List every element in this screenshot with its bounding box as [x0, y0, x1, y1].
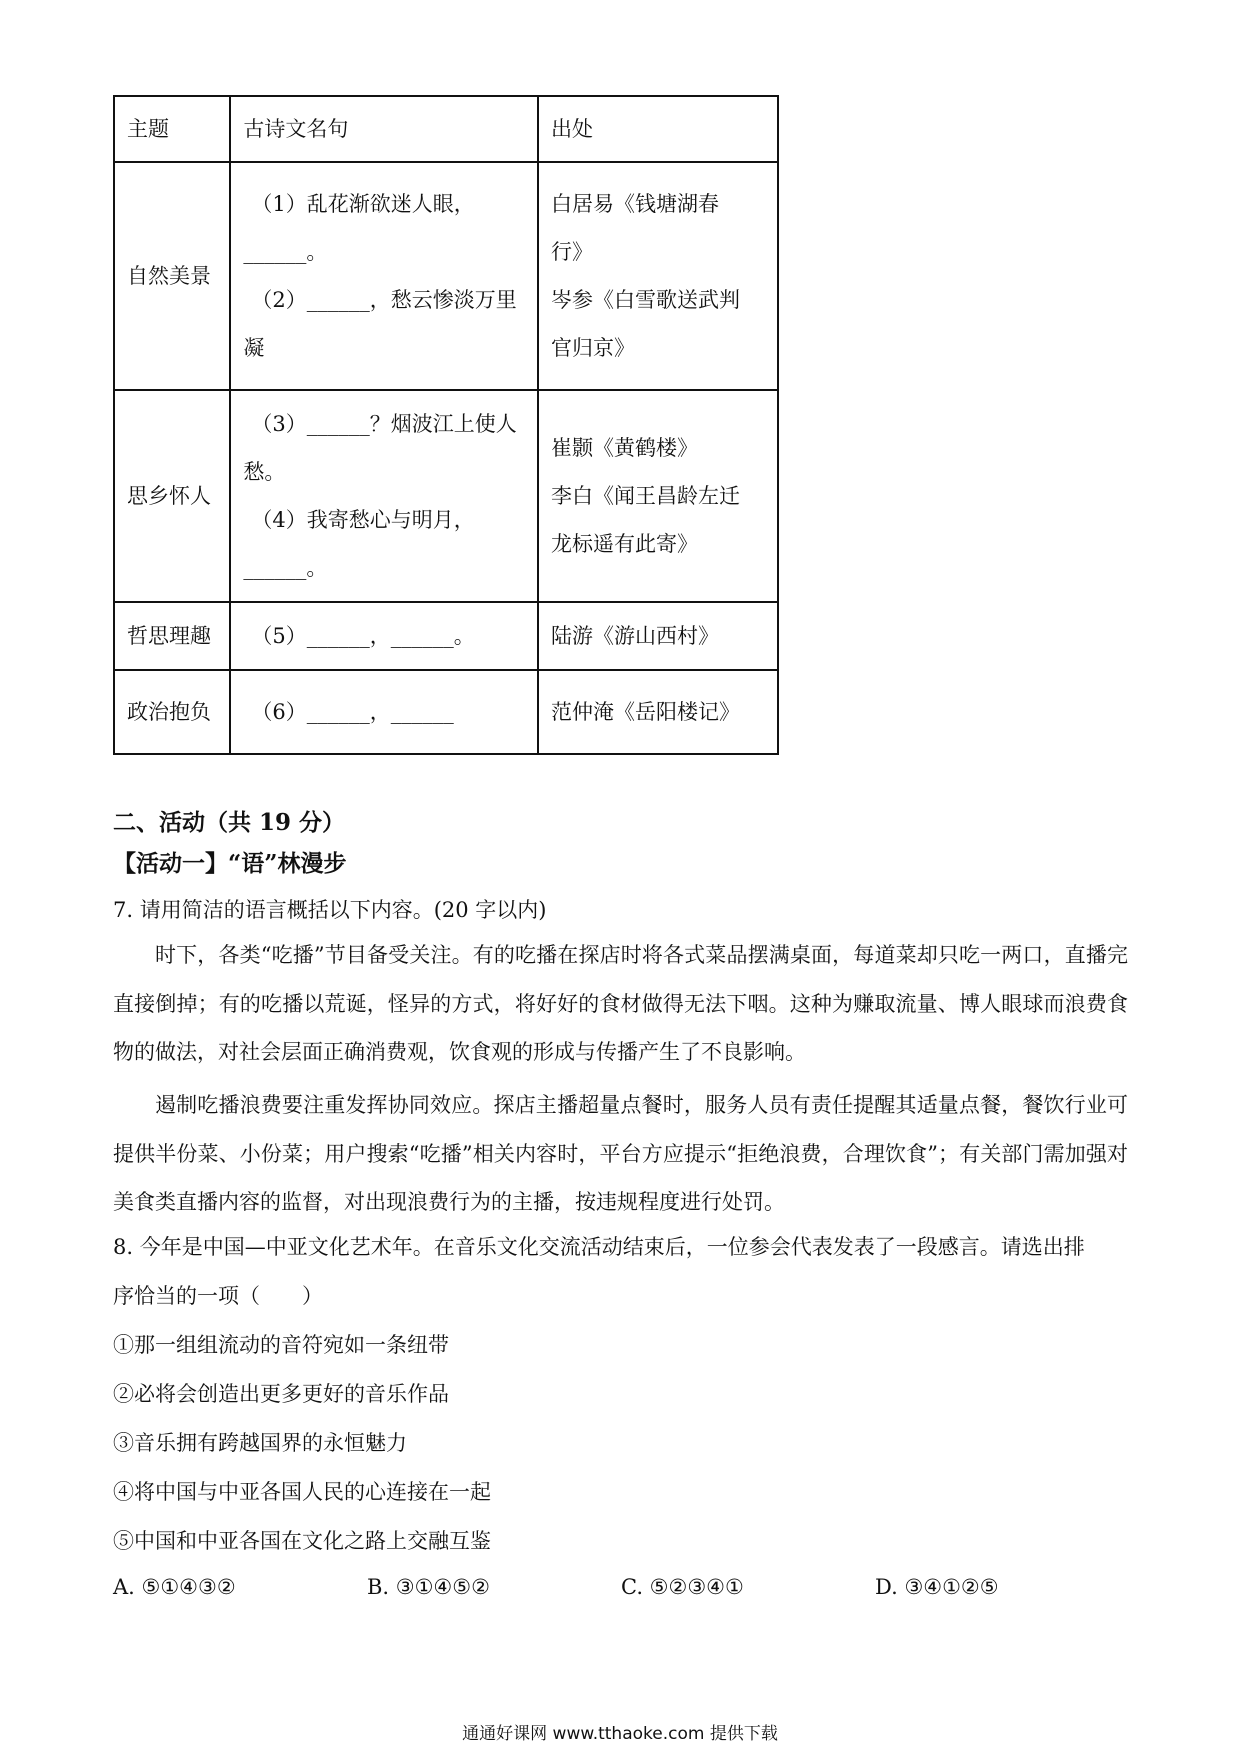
question-8-prompt-line1: 8. 今年是中国—中亚文化艺术年。在音乐文化交流活动结束后，一位参会代表发表了一段感言。请选出排 [113, 1235, 1085, 1259]
list-item: ②必将会创造出更多更好的音乐作品 [113, 1382, 449, 1406]
section-title: 二、活动（共 19 分） [113, 809, 346, 836]
line: （2）______，愁云惨淡万里 [251, 288, 517, 312]
source-line: 白居易《钱塘湖春 [550, 192, 719, 216]
header-lines: 古诗文名句 [230, 96, 538, 162]
line: 愁。 [243, 460, 286, 484]
row-theme: 哲思理趣 [114, 602, 230, 670]
option-d: D. ③④①②⑤ [875, 1575, 999, 1599]
source-line: 崔颢《黄鹤楼》 [550, 436, 698, 460]
source-line: 范仲淹《岳阳楼记》 [550, 699, 740, 724]
list-item: ①那一组组流动的音符宛如一条纽带 [113, 1333, 449, 1357]
row-lines [230, 602, 538, 670]
header-source: 出处 [538, 96, 778, 162]
row-theme: 自然美景 [114, 162, 230, 390]
table-row [114, 162, 778, 390]
line: （3）______？烟波江上使人 [251, 412, 517, 436]
source-line: 李白《闻王昌龄左迁 [550, 484, 740, 508]
row-theme: 思乡怀人 [114, 390, 230, 602]
list-item: ⑤中国和中亚各国在文化之路上交融互鉴 [113, 1529, 491, 1553]
source-line: 岑参《白雪歌送武判 [550, 288, 740, 312]
row-lines [230, 670, 538, 754]
question-7-paragraph-1: 时下，各类“吃播”节目备受关注。有的吃播在探店时将各式菜品摆满桌面，每道菜却只吃一两口，直播完直接倒掉；有的吃播以荒诞，怪异的方式，将好好的食材做得无法下咽。这种为赚取流量、博人眼球而浪费食物的做法，对社会层面正确消费观，饮食观的形成与传播产生了不良影响。 [113, 943, 1128, 1064]
table-row [114, 390, 778, 602]
question-7-prompt: 7. 请用简洁的语言概括以下内容。(20 字以内) [113, 898, 547, 922]
line: （4）我寄愁心与明月， [251, 508, 475, 532]
header-theme: 主题 [114, 96, 230, 162]
question-8-prompt-line2: 序恰当的一项（ ） [113, 1284, 323, 1308]
option-b: B. ③①④⑤② [367, 1575, 490, 1599]
source-line: 龙标遥有此寄》 [550, 532, 698, 556]
table-header-row [114, 96, 778, 162]
row-theme: 政治抱负 [114, 670, 230, 754]
table-row [114, 670, 778, 754]
row-source [538, 162, 778, 390]
source-line: 官归京》 [550, 336, 635, 360]
list-item: ③音乐拥有跨越国界的永恒魅力 [113, 1431, 407, 1455]
line: （1）乱花渐欲迷人眼， [251, 192, 475, 216]
footer-credit: 通通好课网 www.tthaoke.com 提供下载 [462, 1724, 778, 1744]
option-a: A. ⑤①④③② [113, 1575, 236, 1599]
poem-table [113, 95, 779, 755]
line: （6）______，______ [251, 699, 454, 724]
line: ______。 [243, 240, 328, 264]
row-lines [230, 162, 538, 390]
option-c: C. ⑤②③④① [621, 1575, 744, 1599]
list-item: ④将中国与中亚各国人民的心连接在一起 [113, 1480, 491, 1504]
row-source [538, 670, 778, 754]
source-line: 陆游《游山西村》 [550, 623, 719, 648]
activity-title: 【活动一】“语”林漫步 [113, 850, 347, 877]
row-lines [230, 390, 538, 602]
question-7-paragraph-2: 遏制吃播浪费要注重发挥协同效应。探店主播超量点餐时，服务人员有责任提醒其适量点餐，餐饮行业可提供半份菜、小份菜；用户搜索“吃播”相关内容时，平台方应提示“拒绝浪费，合理饮食”；有关部门需加强对美食类直播内容的监督，对出现浪费行为的主播，按违规程度进行处罚。 [113, 1093, 1128, 1214]
source-line: 行》 [550, 240, 593, 264]
line: 凝 [243, 336, 265, 360]
line: （5）______，______。 [251, 623, 475, 648]
row-source [538, 390, 778, 602]
table-row [114, 602, 778, 670]
row-source [538, 602, 778, 670]
line: ______。 [243, 556, 328, 580]
